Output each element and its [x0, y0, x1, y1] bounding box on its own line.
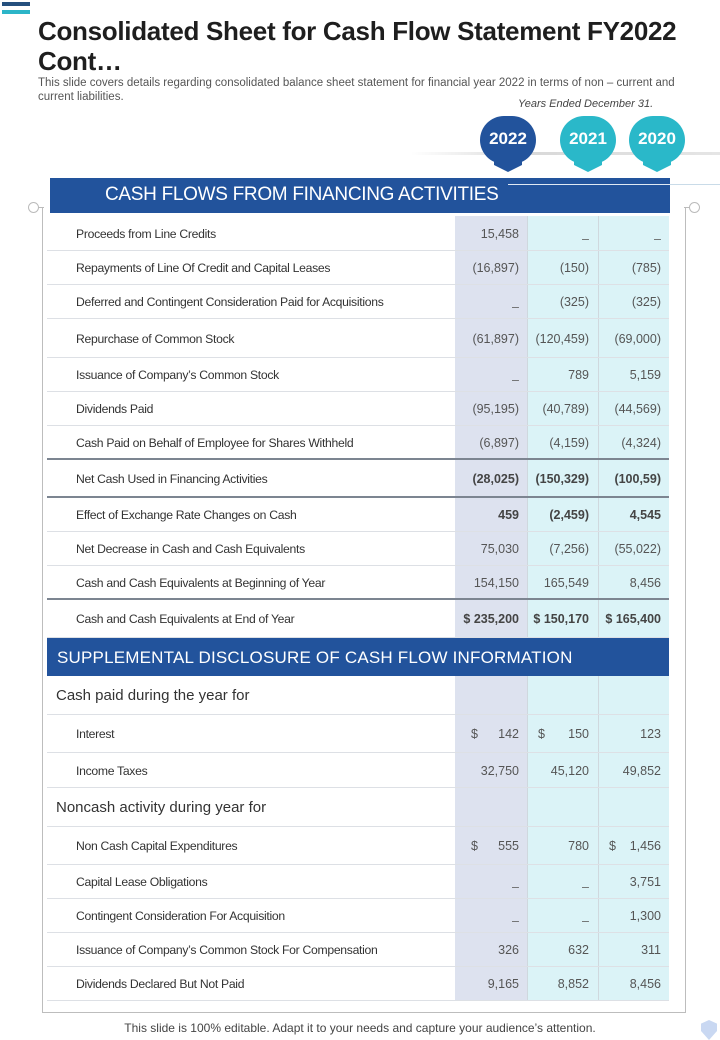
table-row	[47, 600, 669, 638]
row-label: Issuance of Company’s Common Stock For Compensation	[76, 943, 378, 957]
decorative-bar-teal	[2, 10, 30, 14]
cell-2022: 459	[498, 508, 519, 522]
row-label: Non Cash Capital Expenditures	[76, 839, 238, 853]
currency-symbol: $	[538, 727, 545, 741]
table-row	[47, 532, 669, 566]
cell-2021: 632	[568, 943, 589, 957]
table-row	[47, 498, 669, 532]
cell-2022: –	[512, 300, 519, 314]
cell-2022: 326	[498, 943, 519, 957]
cell-2020: $ 165,400	[605, 612, 661, 626]
cell-2022: 555	[498, 839, 519, 853]
table-row	[47, 285, 669, 319]
cell-2020: 311	[641, 943, 661, 957]
cell-2022: (95,195)	[472, 402, 519, 416]
cell-2022: (61,897)	[472, 331, 519, 346]
cell-2022: (28,025)	[472, 472, 519, 486]
row-label: Dividends Declared But Not Paid	[76, 977, 245, 991]
cell-2021: (2,459)	[549, 508, 589, 522]
cell-2020: 4,545	[629, 508, 661, 522]
cell-2020: 5,159	[629, 368, 661, 382]
cell-2020: 1,300	[629, 909, 661, 923]
row-label: Net Decrease in Cash and Cash Equivalents	[76, 542, 305, 556]
table-row	[47, 566, 669, 600]
table-row	[47, 788, 669, 827]
row-label: Cash and Cash Equivalents at Beginning of Year	[76, 576, 326, 590]
header-accent-line	[508, 184, 670, 185]
row-label: Net Cash Used in Financing Activities	[76, 472, 268, 486]
row-label: Proceeds from Line Credits	[76, 226, 216, 241]
cell-2022: 9,165	[487, 977, 519, 991]
year-pin-2022	[480, 116, 536, 176]
currency-symbol: $	[609, 839, 616, 853]
currency-symbol: $	[471, 727, 478, 741]
currency-symbol: $	[471, 839, 478, 853]
year-label: 2020	[638, 129, 676, 148]
cell-2021: –	[582, 914, 589, 928]
cell-2020: 1,456	[629, 839, 661, 853]
cell-2020: –	[654, 231, 661, 246]
row-label: Issuance of Company’s Common Stock	[76, 368, 279, 382]
cell-2020: (785)	[631, 261, 661, 275]
decorative-bar-dark	[2, 2, 30, 6]
cell-2020: 49,852	[622, 763, 661, 778]
cell-2020: 8,456	[629, 977, 661, 991]
cell-2021: 789	[568, 368, 589, 382]
supplemental-section-header: SUPPLEMENTAL DISCLOSURE OF CASH FLOW INFORMATION	[47, 638, 669, 676]
cell-2021: (120,459)	[535, 331, 589, 346]
row-label: Noncash activity during year for	[56, 799, 267, 816]
year-label: 2021	[569, 129, 607, 148]
cell-2021: 45,120	[550, 763, 589, 778]
cell-2021: (150)	[559, 261, 589, 275]
cell-2021: (40,789)	[542, 402, 589, 416]
cell-2022: $ 235,200	[463, 612, 519, 626]
row-label: Dividends Paid	[76, 402, 154, 416]
cell-2020: (100,59)	[614, 472, 661, 486]
table-row	[47, 899, 669, 933]
table-row	[47, 319, 669, 358]
cell-2020: 8,456	[629, 576, 661, 590]
cell-2022: –	[512, 373, 519, 387]
cell-2022: –	[512, 914, 519, 928]
row-label: Capital Lease Obligations	[76, 875, 208, 889]
table-row	[47, 865, 669, 899]
cell-2022: 15,458	[480, 226, 519, 241]
cell-2022: 154,150	[473, 576, 519, 590]
table-row	[47, 426, 669, 460]
table-row	[47, 933, 669, 967]
circle-knob-left-icon	[28, 202, 39, 213]
footer-note: This slide is 100% editable. Adapt it to your needs and capture your audience’s attention.	[124, 1021, 596, 1035]
cell-2021: 780	[568, 839, 589, 853]
cell-2020: (4,324)	[621, 436, 661, 450]
frame-accent-line	[670, 184, 720, 185]
cell-2020: (69,000)	[614, 331, 661, 346]
page-title: Consolidated Sheet for Cash Flow Statement FY2022 Cont…	[38, 16, 677, 76]
cell-2020: (55,022)	[614, 542, 661, 556]
cell-2022: –	[512, 880, 519, 894]
circle-knob-right-icon	[689, 202, 700, 213]
row-label: Repayments of Line Of Credit and Capital Leases	[76, 261, 331, 275]
row-label: Cash and Cash Equivalents at End of Year	[76, 612, 295, 626]
shield-icon	[701, 1020, 717, 1040]
cell-2021: 165,549	[543, 576, 589, 590]
cell-2020: 123	[640, 727, 661, 741]
table-row	[47, 753, 669, 788]
row-label: Income Taxes	[76, 763, 148, 778]
cell-2021: 8,852	[557, 977, 589, 991]
cell-2020: (325)	[631, 295, 661, 309]
year-pin-2020	[629, 116, 685, 176]
table-row	[47, 358, 669, 392]
table-row	[47, 967, 669, 1001]
cell-2020: 3,751	[629, 875, 661, 889]
cell-2022: 32,750	[480, 763, 519, 778]
table-row	[47, 715, 669, 753]
cell-2021: (325)	[559, 295, 589, 309]
page-subtitle: This slide covers details regarding consolidated balance sheet statement for financial year 2022 in terms of non – current and current liabilities.	[38, 77, 675, 103]
table-row	[47, 676, 669, 715]
table-row	[47, 251, 669, 285]
cell-2021: (7,256)	[549, 542, 589, 556]
year-pin-2021	[560, 116, 616, 176]
cell-2021: (4,159)	[549, 436, 589, 450]
cell-2021: $ 150,170	[533, 612, 589, 626]
row-label: Interest	[76, 727, 115, 741]
row-label: Deferred and Contingent Consideration Paid for Acquisitions	[76, 295, 384, 309]
cell-2022: 75,030	[480, 542, 519, 556]
cell-2021: –	[582, 880, 589, 894]
table-row	[47, 827, 669, 865]
table-row	[47, 216, 669, 251]
row-label: Cash paid during the year for	[56, 687, 250, 704]
row-label: Contingent Consideration For Acquisition	[76, 909, 285, 923]
cell-2020: (44,569)	[614, 402, 661, 416]
table-row	[47, 460, 669, 498]
row-label: Cash Paid on Behalf of Employee for Shares Withheld	[76, 436, 354, 450]
cell-2022: (16,897)	[472, 261, 519, 275]
row-label: Effect of Exchange Rate Changes on Cash	[76, 508, 297, 522]
cell-2022: 142	[498, 727, 519, 741]
cell-2021: 150	[568, 727, 589, 741]
cell-2021: (150,329)	[535, 472, 589, 486]
financing-section-header: CASH FLOWS FROM FINANCING ACTIVITIES	[50, 178, 670, 213]
year-label: 2022	[489, 129, 527, 148]
years-ended-label: Years Ended December 31.	[518, 98, 654, 110]
row-label: Repurchase of Common Stock	[76, 331, 235, 346]
cell-2022: (6,897)	[479, 436, 519, 450]
table-row	[47, 392, 669, 426]
cell-2021: –	[582, 231, 589, 246]
